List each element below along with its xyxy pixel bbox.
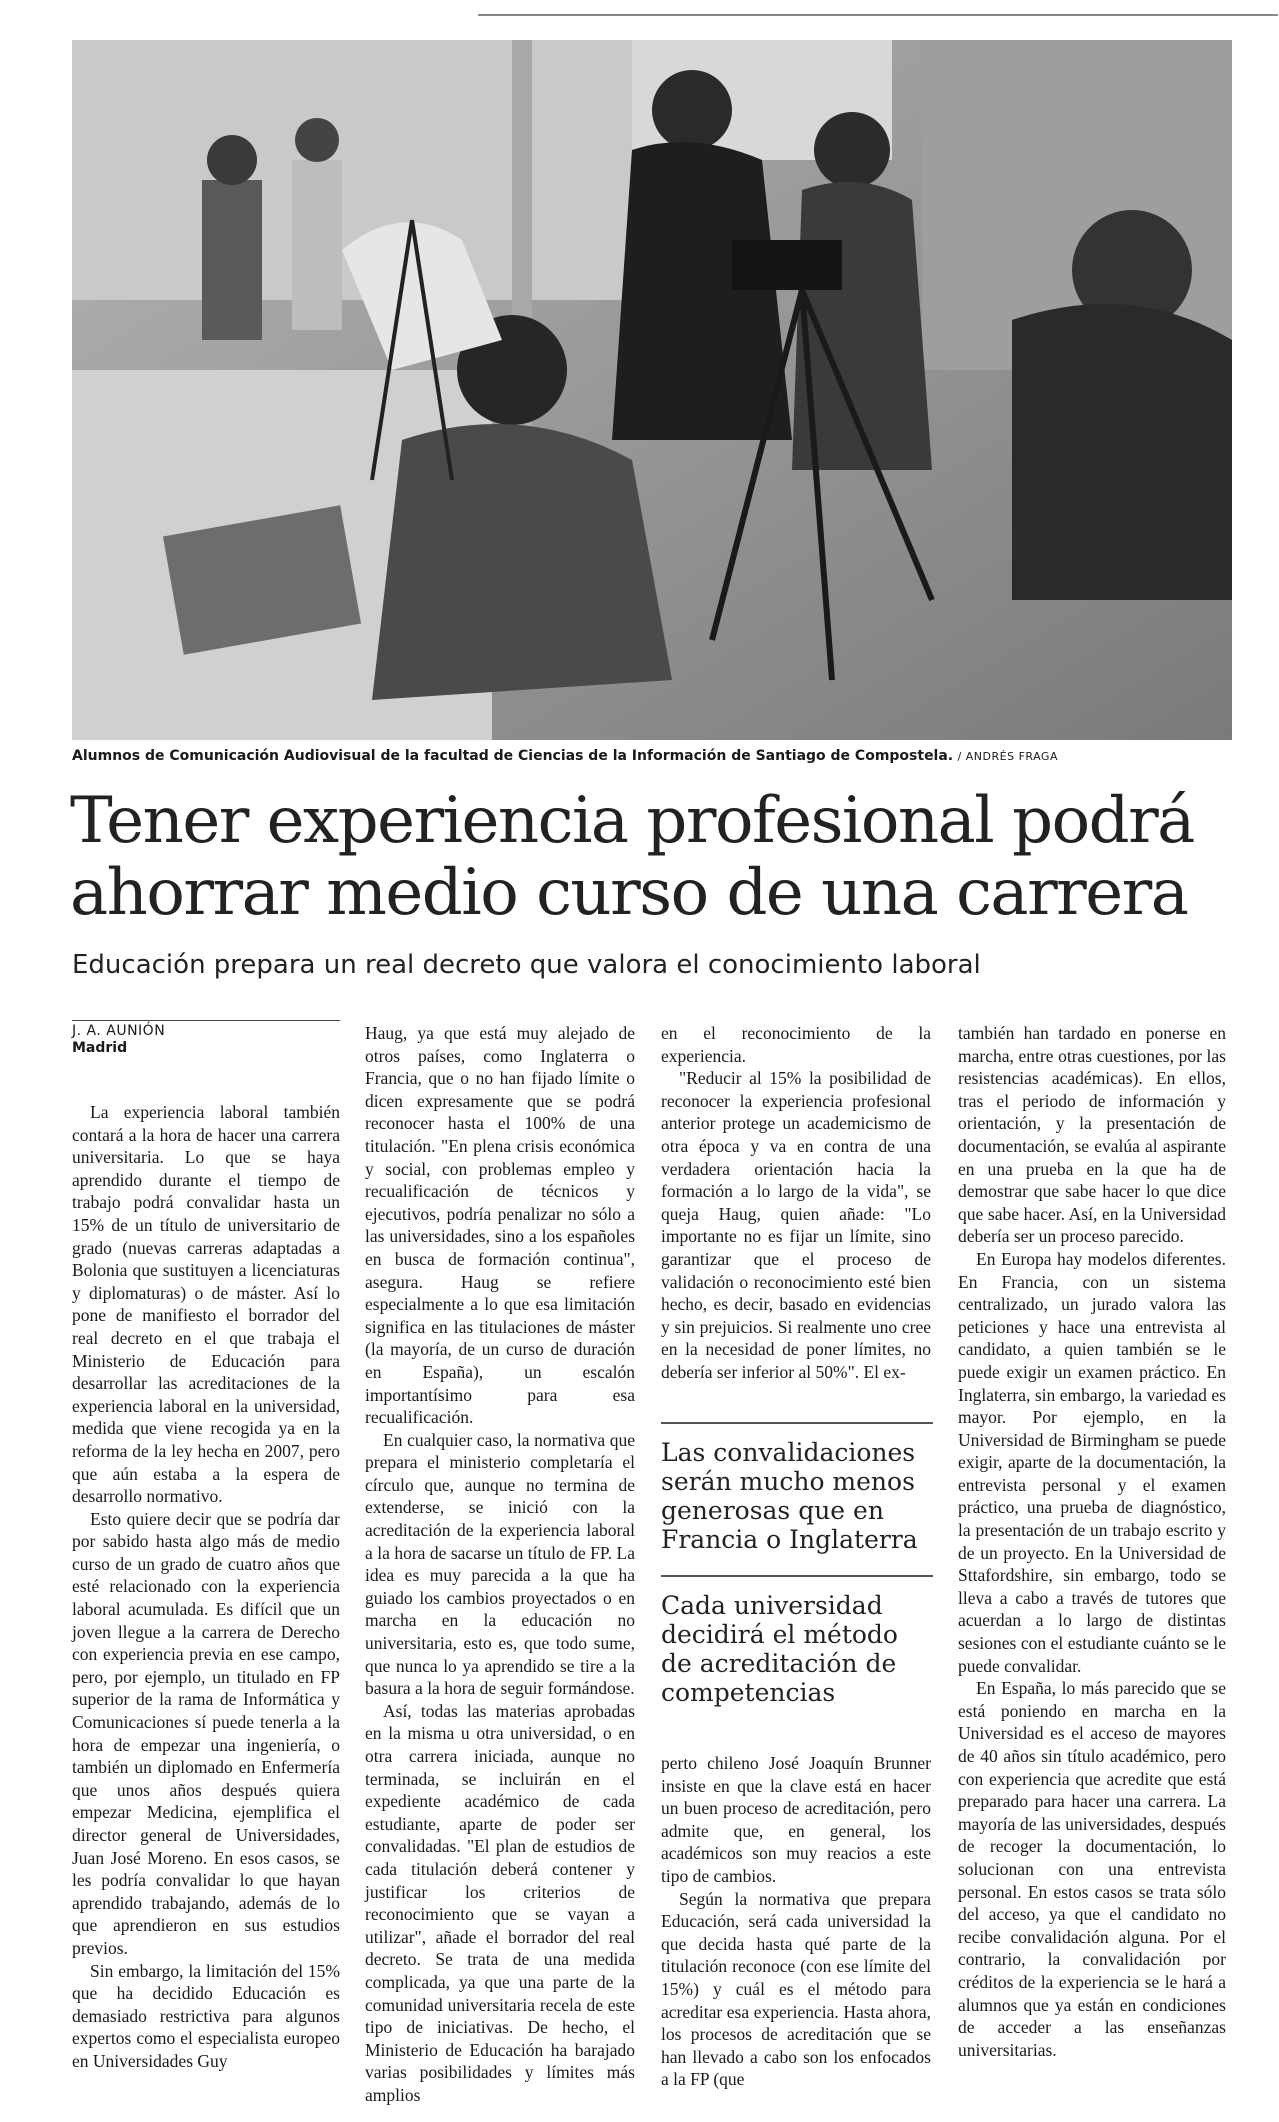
paragraph: Así, todas las materias aprobadas en la misma u otra universidad, o en otra carrera iniciada, aunque no terminada, se incluirán en el expediente académico de cada estudiante, aparte de poder ser convalidadas. "El plan de estudios de cada titulación deberá contener y justificar los criterios de reconocimiento que se vayan a utilizar", añade el borrador del real decreto. Se trata de una medida complicada, ya que una parte de la comunidad universitaria recela de este tipo de iniciativas. De hecho, el Ministerio de Educación ha barajado varias posibilidades y límites más amplios xyxy=(365,1700,635,2105)
paragraph: en el reconocimiento de la experiencia. xyxy=(661,1023,931,1066)
headline-line-1: Tener experiencia profesional podrá xyxy=(70,784,1194,858)
paragraph: En España, lo más parecido que se está poniendo en marcha en la Universidad es el acceso de mayores de 40 años sin título académico, pero con experiencia que acredite que está preparado para hacer una carrera. La mayoría de las universidades, después de recoger la documentación, lo solucionan con una entrevista personal. En estos casos se trata sólo del acceso, ya que el candidato no recibe convalidación alguna. Por el contrario, la convalidación por créditos de la experiencia se le hará a alumnos que ya están en condiciones de acceder a las enseñanzas universitarias. xyxy=(958,1678,1226,2060)
paragraph: La experiencia laboral también contará a la hora de hacer una carrera universitaria. Lo que se haya aprendido durante el tiempo de trabajo podrá convalidar hasta un 15% de un título de universitario de grado (nuevas carreras adaptadas a Bolonia que sustituyen a licenciaturas y diplomaturas) o de máster. Así lo pone de manifiesto el borrador del real decreto en el que trabaja el Ministerio de Educación para desarrollar las acreditaciones de la experiencia laboral en la universidad, medida que viene recogida ya en la reforma de la ley hecha en 2007, pero que aún estaba a la espera de desarrollo normativo. xyxy=(72,1102,340,1507)
subheadline: Educación prepara un real decreto que valora el conocimiento laboral xyxy=(72,950,981,980)
paragraph: "Reducir al 15% la posibilidad de reconocer la experiencia profesional anterior protege un academicismo de otra época y va en contra de una verdadera orientación hacia la formación a lo largo de la vida", se queja Haug, quien añade: "Lo importante no es fijar un límite, sino garantizar que el proceso de validación o reconocimiento esté bien hecho, es decir, basado en evidencias y sin prejuicios. Si realmente uno cree en la necesidad de poner límites, no debería ser inferior al 50%". El ex- xyxy=(661,1068,931,1382)
dateline-city: Madrid xyxy=(72,1040,128,1056)
top-rule xyxy=(478,14,1278,16)
column-4 xyxy=(958,1022,1226,2061)
photo-credit: / ANDRÉS FRAGA xyxy=(957,750,1058,763)
pull-quote-1: Las convalidaciones serán mucho menos generosas que en Francia o Inglaterra xyxy=(661,1422,933,1554)
paragraph: también han tardado en ponerse en marcha, entre otras cuestiones, por las resistencias académicas). En ellos, tras el periodo de información y orientación, y la presentación de documentación, se evalúa al aspirante en una prueba en la que ha de demostrar que sabe hacer lo que dice que sabe hacer. Así, en la Universidad debería ser un proceso parecido. xyxy=(958,1023,1226,1247)
paragraph: En cualquier caso, la normativa que prepara el ministerio completaría el círculo que, aunque no termina de extenderse, se inició con la acreditación de la experiencia laboral a la hora de sacarse un título de FP. La idea es muy parecida a la que ha guiado los cambios proyectados o en marcha en la educación no universitaria, esto es, que todo sume, que nunca lo ya aprendido se tire a la basura a la hora de seguir formándose. xyxy=(365,1429,635,1699)
paragraph: perto chileno José Joaquín Brunner insiste en que la clave está en hacer un buen proceso de acreditación, pero admite que, en general, los académicos son muy reacios a este tipo de cambios. xyxy=(661,1753,931,1886)
paragraph: Esto quiere decir que se podría dar por sabido hasta algo más de medio curso de un grado de cuatro años que esté relacionado con la experiencia laboral acumulada. Es difícil que un joven llegue a la carrera de Derecho con experiencia previa en ese campo, pero, por ejemplo, un titulado en FP superior de la rama de Informática y Comunicaciones sí puede tenerla a la hora de empezar una ingeniería, o también un diplomado en Enfermería que unos años después quiera empezar Medicina, ejemplifica el director general de Universidades, Juan José Moreno. En esos casos, se les podría convalidar lo que hayan aprendido trabajando, además de lo que aprendieron en sus estudios previos. xyxy=(72,1508,340,1958)
column-2 xyxy=(365,1022,635,2107)
column-3 xyxy=(661,1022,931,1384)
photo-illustration xyxy=(72,40,1232,740)
author-name: J. A. AUNIÓN xyxy=(72,1023,166,1039)
pull-quote-2: Cada universidad decidirá el método de acreditación de competencias xyxy=(661,1575,933,1707)
caption-text: Alumnos de Comunicación Audiovisual de la facultad de Ciencias de la Información de Santiago de Compostela. xyxy=(72,748,954,764)
news-photo xyxy=(72,40,1232,740)
headline-line-2: ahorrar medio curso de una carrera xyxy=(70,856,1188,930)
paragraph: Según la normativa que prepara Educación, será cada universidad la que decida hasta qué parte de la titulación reconoce (con ese límite del 15%) y cuál es el método para acreditar esa experiencia. Hasta ahora, los procesos de acreditación que se han llevado a cabo son los enfocados a la FP (que xyxy=(661,1888,931,2090)
paragraph: En Europa hay modelos diferentes. En Francia, con un sistema centralizado, un jurado valora las peticiones y hace una entrevista al candidato, a quien también se le puede exigir un examen práctico. En Inglaterra, sin embargo, la variedad es mayor. Por ejemplo, en la Universidad de Birmingham se puede exigir, aparte de la documentación, la entrevista personal y el examen práctico, una prueba de diagnóstico, la presentación de un trabajo escrito y de un proyecto. En la Universidad de Sttafordshire, sin embargo, todo se lleva a cabo a través de tutores que acuerdan a lo largo de distintas sesiones con el estudiante cuánto se le puede convalidar. xyxy=(958,1248,1226,1676)
paragraph: Sin embargo, la limitación del 15% que ha decidido Educación es demasiado restrictiva para algunos expertos como el especialista europeo en Universidades Guy xyxy=(72,1960,340,2071)
headline xyxy=(70,785,1270,929)
paragraph: Haug, ya que está muy alejado de otros países, como Inglaterra o Francia, que o no han fijado límite o dicen expresamente que se podrá reconocer hasta el 100% de una titulación. "En plena crisis económica y social, con problemas empleo y recualificación de técnicos y ejecutivos, podría penalizar no sólo a las universidades, sino a los españoles en busca de formación continua", asegura. Haug se refiere especialmente a lo que esa limitación significa en las titulaciones de máster (la mayoría, de un curso de duración en España), un escalón importantísimo para esa recualificación. xyxy=(365,1023,635,1428)
column-3-continued xyxy=(661,1752,931,2091)
photo-caption xyxy=(72,748,1232,764)
column-1 xyxy=(72,1020,340,2073)
byline xyxy=(72,1020,340,1057)
